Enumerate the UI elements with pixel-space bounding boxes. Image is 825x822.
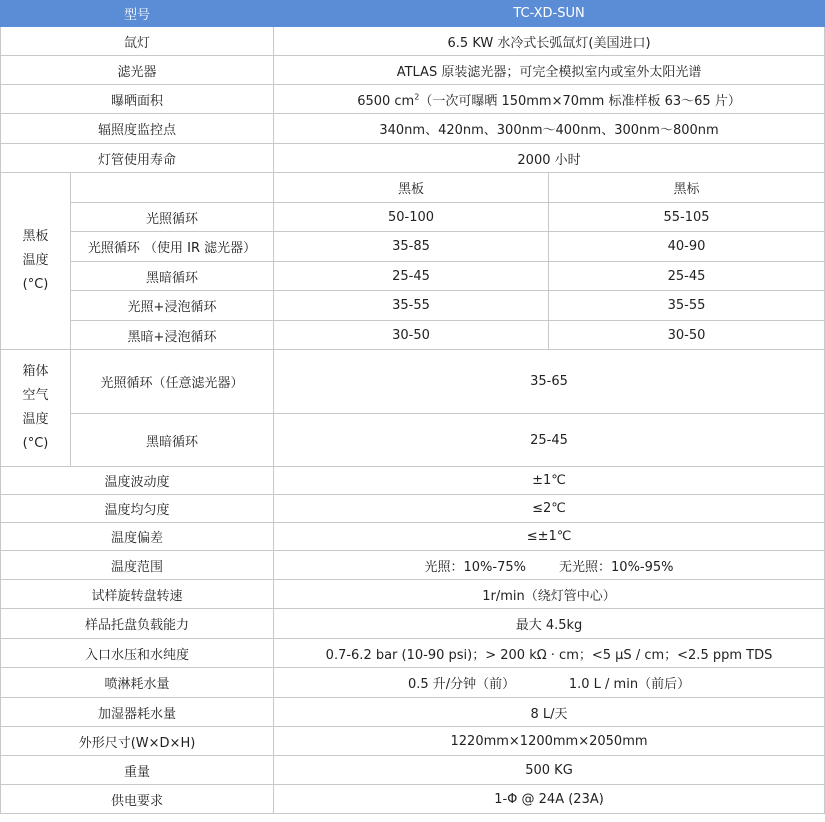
row-value: 8 L/天 — [274, 698, 825, 727]
table-row — [1, 609, 825, 639]
row-value: 1220mm×1200mm×2050mm — [274, 727, 825, 756]
row-value: 最大 4.5kg — [274, 609, 825, 639]
row-label: 加湿器耗水量 — [1, 698, 274, 727]
table-row — [1, 232, 825, 262]
table-row — [1, 144, 825, 173]
row-value: 1-Φ @ 24A (23A) — [274, 785, 825, 814]
row-value: 0.5 升/分钟（前） 1.0 L / min（前后） — [274, 668, 825, 698]
blackpanel-col-header: 黑板 — [274, 173, 549, 203]
area-value: 6500 cm — [357, 93, 415, 109]
table-row — [1, 85, 825, 114]
row-label: 辐照度监控点 — [1, 114, 274, 144]
row-value: ATLAS 原装滤光器；可完全模拟室内或室外太阳光谱 — [274, 56, 825, 85]
row-label: 曝晒面积 — [1, 85, 274, 114]
row-label: 温度偏差 — [1, 523, 274, 551]
blackstandard-col-header: 黑标 — [549, 173, 825, 203]
row-label: 温度波动度 — [1, 467, 274, 495]
table-header-row — [1, 1, 825, 27]
row-label: 灯管使用寿命 — [1, 144, 274, 173]
row-label: 光照循环（任意滤光器） — [71, 350, 274, 414]
row-label: 喷淋耗水量 — [1, 668, 274, 698]
row-value: 2000 小时 — [274, 144, 825, 173]
row-label: 氙灯 — [1, 27, 274, 56]
table-row — [1, 495, 825, 523]
blackpanel-value: 50-100 — [274, 203, 549, 232]
row-value: 500 KG — [274, 756, 825, 785]
table-row — [1, 27, 825, 56]
row-value: 1r/min（绕灯管中心） — [274, 580, 825, 609]
header-value: TC-XD-SUN — [274, 1, 825, 27]
blackstandard-value: 25-45 — [549, 262, 825, 291]
row-label: 入口水压和水纯度 — [1, 639, 274, 668]
blackpanel-value: 35-55 — [274, 291, 549, 321]
blackstandard-value: 55-105 — [549, 203, 825, 232]
row-label: 供电要求 — [1, 785, 274, 814]
table-row — [1, 114, 825, 144]
table-row — [1, 668, 825, 698]
row-label: 光照+浸泡循环 — [71, 291, 274, 321]
blackstandard-value: 40-90 — [549, 232, 825, 262]
table-row — [1, 173, 825, 203]
row-value: 340nm、420nm、300nm～400nm、300nm～800nm — [274, 114, 825, 144]
table-row — [1, 262, 825, 291]
row-value: ±1℃ — [274, 467, 825, 495]
area-note: （一次可曝晒 150mm×70mm 标准样板 63～65 片） — [419, 93, 741, 109]
row-label: 样品托盘负载能力 — [1, 609, 274, 639]
row-value: 35-65 — [274, 350, 825, 414]
blackpanel-empty-cell — [71, 173, 274, 203]
table-row — [1, 350, 825, 414]
row-label: 光照循环 （使用 IR 滤光器） — [71, 232, 274, 262]
row-label: 黑暗循环 — [71, 262, 274, 291]
table-row — [1, 727, 825, 756]
row-label: 温度范围 — [1, 551, 274, 580]
table-row — [1, 785, 825, 814]
row-value — [274, 85, 825, 114]
blackpanel-value: 25-45 — [274, 262, 549, 291]
row-value: ≤±1℃ — [274, 523, 825, 551]
blackpanel-value: 35-85 — [274, 232, 549, 262]
blackstandard-value: 30-50 — [549, 321, 825, 350]
row-label: 黑暗循环 — [71, 414, 274, 467]
row-value: ≤2℃ — [274, 495, 825, 523]
table-row — [1, 639, 825, 668]
table-row — [1, 580, 825, 609]
blackpanel-group-label: 黑板 温度 (°C) — [1, 173, 71, 350]
row-label: 光照循环 — [71, 203, 274, 232]
table-row — [1, 756, 825, 785]
table-row — [1, 467, 825, 495]
row-value: 光照：10%-75% 无光照：10%-95% — [274, 551, 825, 580]
row-label: 试样旋转盘转速 — [1, 580, 274, 609]
header-label: 型号 — [1, 1, 274, 27]
row-label: 黑暗+浸泡循环 — [71, 321, 274, 350]
blackpanel-value: 30-50 — [274, 321, 549, 350]
row-value: 25-45 — [274, 414, 825, 467]
chamber-group-label: 箱体 空气 温度 (°C) — [1, 350, 71, 467]
table-row — [1, 203, 825, 232]
row-label: 温度均匀度 — [1, 495, 274, 523]
row-value: 6.5 KW 水冷式长弧氙灯(美国进口) — [274, 27, 825, 56]
table-row — [1, 291, 825, 321]
blackstandard-value: 35-55 — [549, 291, 825, 321]
row-label: 滤光器 — [1, 56, 274, 85]
table-row — [1, 523, 825, 551]
table-row — [1, 321, 825, 350]
row-label: 外形尺寸(W×D×H) — [1, 727, 274, 756]
row-label: 重量 — [1, 756, 274, 785]
area-superscript: 2 — [414, 92, 420, 102]
row-value: 0.7-6.2 bar (10-90 psi)；> 200 kΩ · cm；<5 μS / cm；<2.5 ppm TDS — [274, 639, 825, 668]
table-row — [1, 698, 825, 727]
table-row — [1, 414, 825, 467]
table-row — [1, 551, 825, 580]
table-row — [1, 56, 825, 85]
